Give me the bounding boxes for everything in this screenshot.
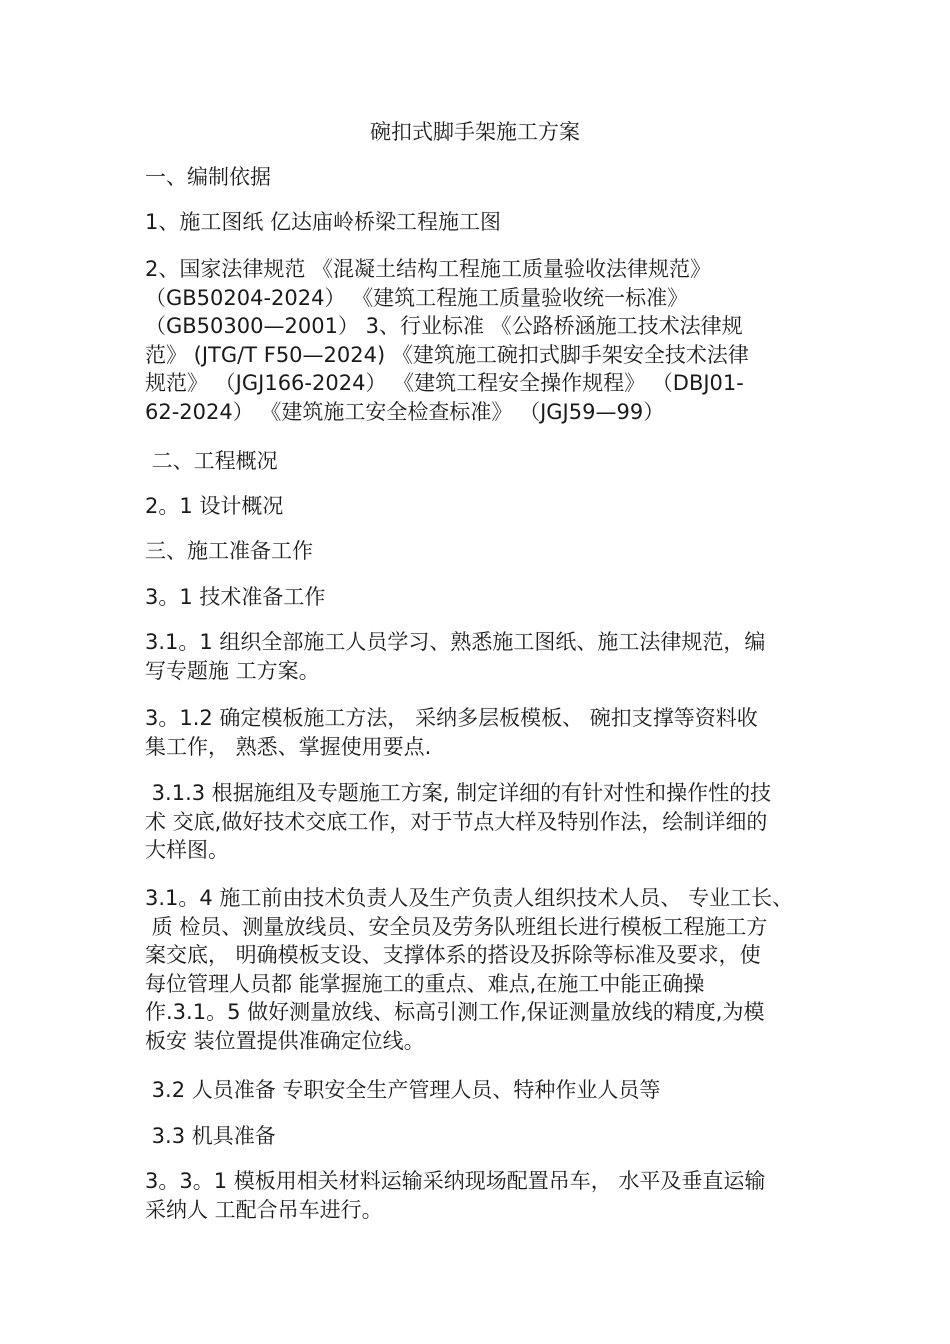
subheading-design-overview	[145, 492, 810, 521]
text-line: （GB50300—2001） 3、行业标准 《公路桥涵施工技术法律规	[145, 314, 743, 339]
text-line: 作.3.1。5 做好测量放线、标高引测工作,保证测量放线的精度,为模	[145, 1000, 765, 1025]
text-line: 一、编制依据	[145, 165, 271, 189]
text-line: 62-2024） 《建筑施工安全检查标准》 （JGJ59—99）	[145, 399, 665, 424]
paragraph-3-1-3	[145, 779, 810, 865]
section-heading-compilation-basis	[145, 163, 810, 192]
text-line: 二、工程概况	[145, 449, 278, 473]
text-line: 规范》 （JGJ166-2024） 《建筑工程安全操作规程》 （DBJ01-	[145, 371, 744, 396]
text-line: 3.1。4 施工前由技术负责人及生产负责人组织技术人员、 专业工长、	[145, 886, 794, 910]
text-line: 大样图。	[145, 838, 229, 863]
paragraph-construction-drawings	[145, 208, 810, 237]
text-line: 范》 (JTG/T F50—2024) 《建筑施工碗扣式脚手架安全技术法律	[145, 342, 749, 367]
text-line: 板安 装位置提供准确定位线。	[145, 1028, 425, 1053]
text-line: 2、国家法律规范 《混凝土结构工程施工质量验收法律规范》	[145, 257, 712, 281]
text-line: 3。1 技术准备工作	[145, 585, 326, 609]
text-line: 案交底， 明确模板支设、支撑体系的搭设及拆除等标准及要求，使	[145, 943, 761, 968]
text-line: （GB50204-2024） 《建筑工程施工质量验收统一标准》	[145, 285, 689, 310]
text-line: 术 交底,做好技术交底工作，对于节点大样及特别作法，绘制详细的	[145, 809, 768, 834]
paragraph-3-1-2	[145, 704, 810, 761]
text-line: 3.1。1 组织全部施工人员学习、熟悉施工图纸、施工法律规范，编	[145, 630, 766, 654]
text-line: 3.3 机具准备	[145, 1124, 276, 1148]
section-heading-project-overview	[145, 447, 810, 476]
text-line: 3.1.3 根据施组及专题施工方案, 制定详细的有针对性和操作性的技	[145, 781, 772, 805]
text-line: 集工作， 熟悉、掌握使用要点.	[145, 734, 432, 759]
paragraph-3-1-4	[145, 884, 810, 1056]
text-line: 3。1.2 确定模板施工方法， 采纳多层板模板、 碗扣支撑等资料收	[145, 706, 758, 730]
text-line: 质 检员、测量放线员、安全员及劳务队班组长进行模板工程施工方	[145, 914, 768, 939]
paragraph-3-3-1	[145, 1167, 810, 1224]
subheading-technical-preparation	[145, 583, 810, 612]
text-line: 3.2 人员准备 专职安全生产管理人员、特种作业人员等	[145, 1078, 661, 1102]
text-line: 采纳人 工配合吊车进行。	[145, 1197, 383, 1222]
subheading-equipment-preparation	[145, 1122, 810, 1151]
section-heading-preparation	[145, 537, 810, 566]
document-title: 碗扣式脚手架施工方案	[370, 120, 580, 144]
text-line: 3。3。1 模板用相关材料运输采纳现场配置吊车， 水平及垂直运输	[145, 1169, 766, 1193]
text-line: 2。1 设计概况	[145, 494, 284, 518]
paragraph-personnel-preparation	[145, 1076, 810, 1105]
text-line: 1、施工图纸 亿达庙岭桥梁工程施工图	[145, 210, 502, 234]
text-line: 写专题施 工方案。	[145, 658, 320, 683]
text-line: 每位管理人员都 能掌握施工的重点、难点,在施工中能正确操	[145, 971, 705, 996]
paragraph-regulations-standards	[145, 255, 810, 427]
text-line: 三、施工准备工作	[145, 539, 313, 563]
paragraph-3-1-1	[145, 628, 810, 685]
